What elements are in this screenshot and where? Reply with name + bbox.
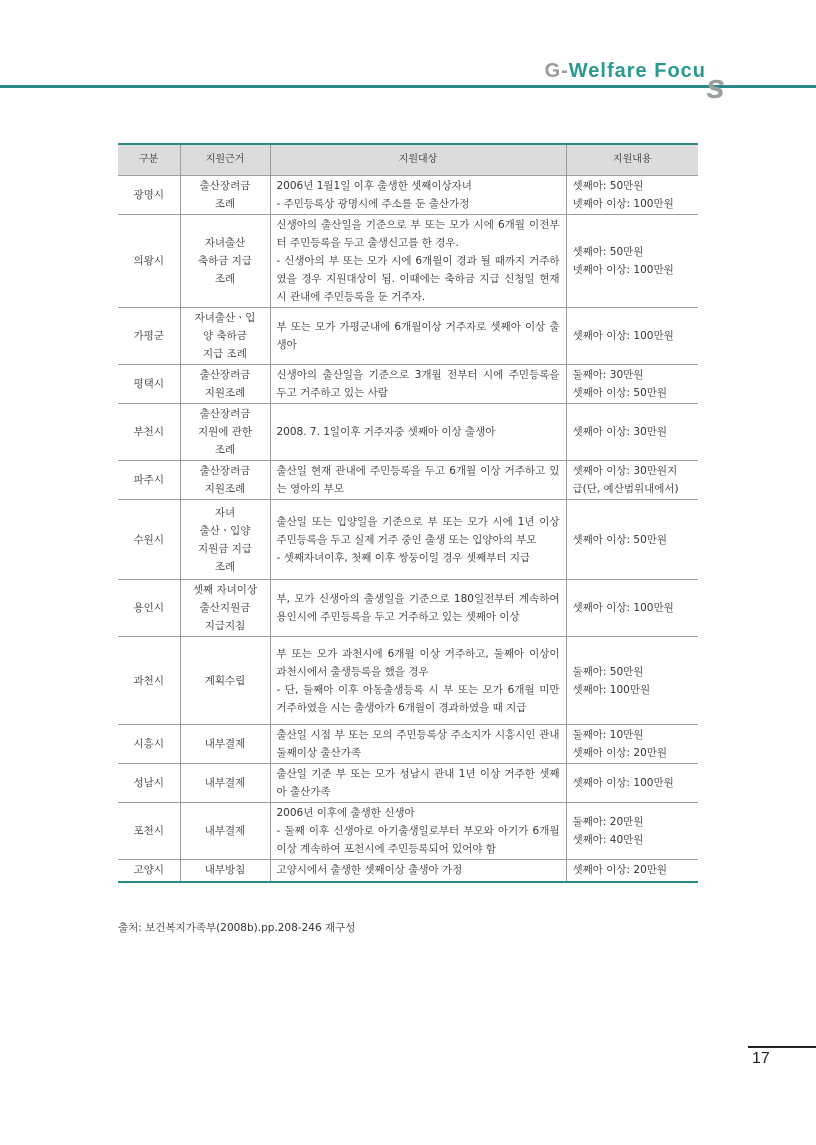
cell-target: 2008. 7. 1일이후 거주자중 셋째아 이상 출생아 bbox=[270, 404, 566, 461]
cell-basis: 출산장려금 지원조례 bbox=[180, 365, 270, 404]
table-row bbox=[118, 404, 698, 461]
cell-content: 셋째아 이상: 100만원 bbox=[566, 580, 698, 637]
table-header bbox=[118, 144, 698, 176]
table-row bbox=[118, 860, 698, 882]
cell-content: 둘째아: 30만원 셋째아 이상: 50만원 bbox=[566, 365, 698, 404]
cell-content: 셋째아 이상: 30만원 bbox=[566, 404, 698, 461]
header-region: 구분 bbox=[118, 144, 180, 176]
table-row bbox=[118, 637, 698, 725]
support-table bbox=[118, 143, 698, 883]
brand-s: s bbox=[706, 68, 726, 106]
cell-target: 출산일 시점 부 또는 모의 주민등록상 주소지가 시흥시인 관내 둘째이상 출산가족 bbox=[270, 725, 566, 764]
cell-content: 셋째아 이상: 100만원 bbox=[566, 764, 698, 803]
table-row bbox=[118, 764, 698, 803]
header-content: 지원내용 bbox=[566, 144, 698, 176]
header-rule bbox=[0, 85, 816, 88]
cell-basis: 출산장려금 지원조례 bbox=[180, 461, 270, 500]
cell-target: 부 또는 모가 과천시에 6개월 이상 거주하고, 둘째아 이상이 과천시에서 출생등록을 했을 경우 - 단, 둘째아 이후 아동출생등록 시 부 또는 모가 6개월 미만 거주하였을 시는 출생아가 6개월이 경과하였을 때 지급 bbox=[270, 637, 566, 725]
cell-region: 성남시 bbox=[118, 764, 180, 803]
cell-basis: 내부결제 bbox=[180, 803, 270, 860]
table-row bbox=[118, 803, 698, 860]
cell-basis: 자녀출산ㆍ입 양 축하금 지급 조례 bbox=[180, 308, 270, 365]
cell-target: 2006년 이후에 출생한 신생아 - 둘째 이후 신생아로 아기출생일로부터 부모와 아기가 6개월 이상 계속하여 포천시에 주민등록되어 있어야 함 bbox=[270, 803, 566, 860]
cell-region: 광명시 bbox=[118, 176, 180, 215]
cell-target: 부 또는 모가 가평군내에 6개월이상 거주자로 셋째아 이상 출생아 bbox=[270, 308, 566, 365]
brand-prefix: G- bbox=[544, 60, 569, 82]
cell-content: 셋째아: 50만원 넷째아 이상: 100만원 bbox=[566, 215, 698, 308]
cell-content: 셋째아: 50만원 넷째아 이상: 100만원 bbox=[566, 176, 698, 215]
cell-basis: 내부방침 bbox=[180, 860, 270, 882]
cell-target: 부, 모가 신생아의 출생일을 기준으로 180일전부터 계속하여 용인시에 주민등록을 두고 거주하고 있는 셋째아 이상 bbox=[270, 580, 566, 637]
cell-basis: 셋째 자녀이상 출산지원금 지급지침 bbox=[180, 580, 270, 637]
cell-target: 고양시에서 출생한 셋째이상 출생아 가정 bbox=[270, 860, 566, 882]
page-number-rule bbox=[748, 1046, 816, 1048]
table-row bbox=[118, 308, 698, 365]
cell-target: 출산일 또는 입양일을 기준으로 부 또는 모가 시에 1년 이상 주민등록을 두고 실제 거주 중인 출생 또는 입양아의 부모 - 셋째자녀이후, 첫째 이후 쌍둥이일 경우 셋째부터 지급 bbox=[270, 500, 566, 580]
brand-logo bbox=[544, 60, 726, 106]
table-row bbox=[118, 580, 698, 637]
cell-basis: 출산장려금 지원에 관한 조례 bbox=[180, 404, 270, 461]
cell-region: 부천시 bbox=[118, 404, 180, 461]
cell-region: 의왕시 bbox=[118, 215, 180, 308]
cell-basis: 자녀 출산ㆍ입양 지원금 지급 조례 bbox=[180, 500, 270, 580]
page-number: 17 bbox=[752, 1050, 770, 1067]
cell-region: 평택시 bbox=[118, 365, 180, 404]
cell-region: 파주시 bbox=[118, 461, 180, 500]
cell-target: 출산일 기준 부 또는 모가 성남시 관내 1년 이상 거주한 셋째아 출산가족 bbox=[270, 764, 566, 803]
table-body bbox=[118, 176, 698, 882]
cell-target: 2006년 1월1일 이후 출생한 셋째이상자녀 - 주민등록상 광명시에 주소를 둔 출산가정 bbox=[270, 176, 566, 215]
table-row bbox=[118, 176, 698, 215]
cell-content: 셋째아 이상: 50만원 bbox=[566, 500, 698, 580]
cell-basis: 내부결제 bbox=[180, 725, 270, 764]
cell-target: 신생아의 출산일을 기준으로 부 또는 모가 시에 6개월 이전부터 주민등록을 두고 출생신고를 한 경우. - 신생아의 부 또는 모가 시에 6개월이 경과 될 때까지 거주하였을 경우 지원대상이 됨. 이때에는 축하금 지급 신청일 현재 시 관내에 주민등록을 둔 거주자. bbox=[270, 215, 566, 308]
header-basis: 지원근거 bbox=[180, 144, 270, 176]
source-note: 출처: 보건복지가족부(2008b).pp.208-246 재구성 bbox=[118, 922, 356, 934]
table-row bbox=[118, 461, 698, 500]
header-target: 지원대상 bbox=[270, 144, 566, 176]
table-row bbox=[118, 365, 698, 404]
cell-region: 용인시 bbox=[118, 580, 180, 637]
cell-content: 셋째아 이상: 30만원지 급(단, 예산범위내에서) bbox=[566, 461, 698, 500]
cell-region: 수원시 bbox=[118, 500, 180, 580]
cell-content: 둘째아: 10만원 셋째아 이상: 20만원 bbox=[566, 725, 698, 764]
table-row bbox=[118, 725, 698, 764]
cell-basis: 출산장려금 조례 bbox=[180, 176, 270, 215]
cell-target: 신생아의 출산일을 기준으로 3개월 전부터 시에 주민등록을 두고 거주하고 있는 사람 bbox=[270, 365, 566, 404]
table-row bbox=[118, 500, 698, 580]
table-row bbox=[118, 215, 698, 308]
cell-region: 고양시 bbox=[118, 860, 180, 882]
cell-region: 포천시 bbox=[118, 803, 180, 860]
cell-region: 과천시 bbox=[118, 637, 180, 725]
cell-content: 둘째아: 50만원 셋째아: 100만원 bbox=[566, 637, 698, 725]
brand-welfare: Welfare Focu bbox=[568, 60, 706, 82]
cell-target: 출산일 현재 관내에 주민등록을 두고 6개월 이상 거주하고 있는 영아의 부모 bbox=[270, 461, 566, 500]
cell-content: 셋째아 이상: 100만원 bbox=[566, 308, 698, 365]
cell-region: 가평군 bbox=[118, 308, 180, 365]
cell-basis: 자녀출산 축하금 지급 조례 bbox=[180, 215, 270, 308]
header-row bbox=[118, 144, 698, 176]
cell-basis: 계획수립 bbox=[180, 637, 270, 725]
cell-content: 셋째아 이상: 20만원 bbox=[566, 860, 698, 882]
cell-content: 둘째아: 20만원 셋째아: 40만원 bbox=[566, 803, 698, 860]
cell-basis: 내부결제 bbox=[180, 764, 270, 803]
cell-region: 시흥시 bbox=[118, 725, 180, 764]
